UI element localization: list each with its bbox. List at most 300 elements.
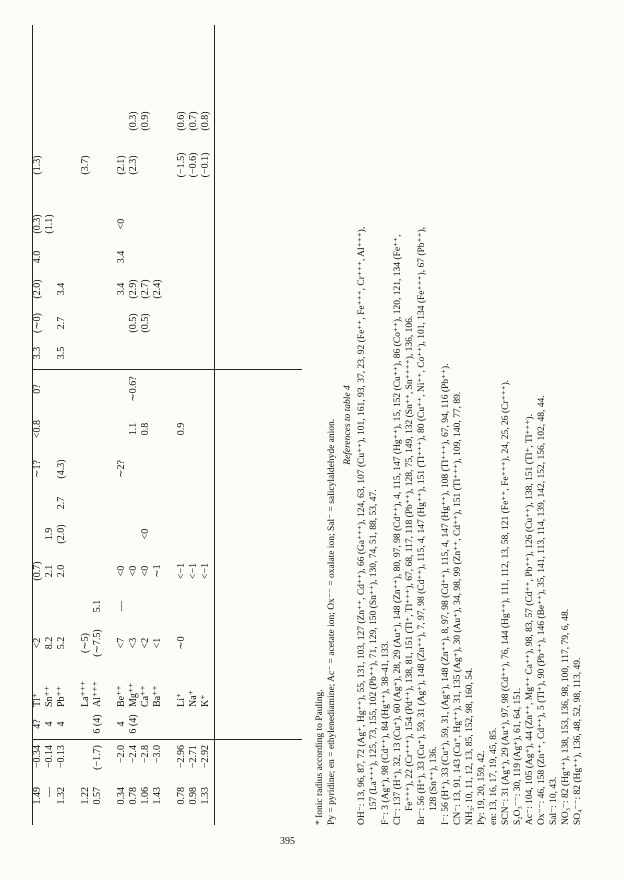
table-cell xyxy=(176,709,188,739)
table-cell xyxy=(188,451,200,487)
table-cell xyxy=(152,451,164,487)
table-cell: Pb⁺⁺ xyxy=(55,685,67,707)
table-cell: 1.49 xyxy=(31,787,43,805)
reference-line: Ac⁻: 104, 105 (Ag⁺), 44 (Zn⁺⁺, Mg⁺⁺ Ca⁺⁺), 98, 83, 57 (Cd⁺⁺, Pb⁺⁺), 126 (Cu⁺⁺), 138, 151 (Tl⁺, Tl⁺⁺⁺). xyxy=(524,414,535,825)
reference-line: en: 13, 16, 17, 19, 45, 85. xyxy=(488,727,499,825)
table-cell xyxy=(164,787,176,821)
table-cell xyxy=(164,709,176,739)
table-cell xyxy=(116,371,128,407)
table-column xyxy=(32,341,212,365)
table-cell xyxy=(80,519,92,549)
page-number: 395 xyxy=(280,836,295,847)
table-cell: <2 xyxy=(139,637,151,649)
table-cell xyxy=(44,411,56,447)
table-cell xyxy=(152,245,164,269)
table-cell: 1.1 xyxy=(127,422,139,436)
table-cell xyxy=(80,371,92,407)
table-cell: 4.0 xyxy=(31,250,43,264)
table-cell xyxy=(104,553,116,589)
table-cell xyxy=(164,553,176,589)
reference-line: Sal⁻: 10, 43. xyxy=(548,776,559,825)
table-cell: ∼2? xyxy=(115,460,127,478)
table-cell: 3.4 xyxy=(115,282,127,296)
table-cell: ∼1 xyxy=(151,564,163,578)
table-cell xyxy=(128,519,140,549)
table-cell xyxy=(68,787,80,821)
table-cell xyxy=(92,371,104,407)
table-cell xyxy=(80,273,92,305)
table-cell xyxy=(32,101,44,141)
table-cell xyxy=(152,145,164,185)
table-cell xyxy=(188,207,200,241)
table-cell xyxy=(56,145,68,185)
table-column xyxy=(32,553,212,589)
table-cell xyxy=(68,593,80,619)
table-cell: 0.78 xyxy=(175,787,187,805)
rotated-table-block xyxy=(32,25,592,825)
table-cell xyxy=(92,307,104,339)
table-cell xyxy=(68,145,80,185)
table-cell xyxy=(116,101,128,141)
table-column xyxy=(32,667,212,707)
table-cell xyxy=(176,519,188,549)
table-cell: <3 xyxy=(127,637,139,649)
table-column xyxy=(32,101,212,141)
table-cell: (2.9) xyxy=(127,279,139,299)
table-cell: Tl⁺ xyxy=(31,692,43,707)
table-cell: (0.7) xyxy=(187,111,199,131)
table-cell xyxy=(152,341,164,365)
table-cell xyxy=(92,145,104,185)
table-column xyxy=(32,491,212,515)
table-cell: (2.7) xyxy=(139,279,151,299)
table-cell: 0.34 xyxy=(115,787,127,805)
table-cell: (0.6) xyxy=(175,111,187,131)
table-cell: 8.2 xyxy=(43,636,55,650)
table-cell xyxy=(44,491,56,515)
table-cell: (1.1) xyxy=(43,214,55,234)
table-cell xyxy=(176,371,188,407)
table-cell xyxy=(68,341,80,365)
table-cell: <1 xyxy=(151,637,163,649)
table-cell xyxy=(68,519,80,549)
table-cell xyxy=(164,207,176,241)
table-cell xyxy=(32,593,44,619)
table-cell xyxy=(80,341,92,365)
table-cell xyxy=(92,101,104,141)
table-cell: 6 (4) xyxy=(91,714,103,734)
table-cell: 2.7 xyxy=(55,316,67,330)
table-cell xyxy=(164,101,176,141)
table-cell xyxy=(68,245,80,269)
table-cell: 0.78 xyxy=(127,787,139,805)
table-cell xyxy=(44,593,56,619)
table-cell xyxy=(104,411,116,447)
table-cell xyxy=(68,273,80,305)
table-cell: 1.06 xyxy=(139,787,151,805)
table-cell: (2.4) xyxy=(151,279,163,299)
table-cell xyxy=(104,709,116,739)
table-cell xyxy=(80,709,92,739)
table-cell xyxy=(44,101,56,141)
table-cell xyxy=(176,593,188,619)
table-cell xyxy=(116,519,128,549)
table-cell: (−0.6) xyxy=(187,152,199,178)
table-cell xyxy=(200,519,212,549)
table-cell: (0.7) xyxy=(31,561,43,581)
table-cell: 5.2 xyxy=(55,636,67,650)
table-cell xyxy=(92,341,104,365)
table-cell xyxy=(80,245,92,269)
table-cell: 3.3 xyxy=(31,346,43,360)
table-cell xyxy=(80,307,92,339)
table-cell xyxy=(56,207,68,241)
table-cell xyxy=(164,341,176,365)
reference-line: Fe⁺⁺⁺), 22 (Cr⁺⁺⁺), 154 (Pd⁺⁺), 138, 81, 151 (Tl⁺, Tl⁺⁺⁺), 67, 68, 117, 118 (Pb⁺⁺), 128, 75, 149, 132 (Sn⁺⁺, Sn⁺⁺⁺⁺), 136, 106. xyxy=(404,315,415,811)
table-cell xyxy=(44,245,56,269)
table-cell: Ba⁺⁺ xyxy=(151,685,163,707)
table-cell xyxy=(188,491,200,515)
table-cell: −2.92 xyxy=(199,745,211,769)
table-cell xyxy=(56,411,68,447)
table-cell xyxy=(152,101,164,141)
table-cell: Sn⁺⁺ xyxy=(43,685,55,707)
table-cell: 4 xyxy=(115,721,127,727)
table-cell xyxy=(176,273,188,305)
table-cell xyxy=(164,245,176,269)
abbreviation-legend: Py = pyridine; en = ethylenediamine; Ac⁻ = acetate ion; Ox⁻⁻ = oxalate ion; Sal⁻ = salicylaldehyde anion. xyxy=(326,418,337,825)
table-cell xyxy=(140,245,152,269)
table-cell xyxy=(116,341,128,365)
column-divider xyxy=(32,369,302,370)
table-cell: 0.9 xyxy=(175,422,187,436)
table-cell: 2.1 xyxy=(43,564,55,578)
table-cell xyxy=(176,451,188,487)
table-cell xyxy=(80,745,92,785)
table-cell xyxy=(104,341,116,365)
table-cell xyxy=(140,593,152,619)
table-column xyxy=(32,207,212,241)
table-cell xyxy=(176,245,188,269)
table-cell xyxy=(164,371,176,407)
table-cell: 2.0 xyxy=(55,564,67,578)
table-cell: <0 xyxy=(127,565,139,577)
table-cell xyxy=(68,411,80,447)
table-cell xyxy=(188,341,200,365)
reference-line: 157 (La⁺⁺⁺), 125, 73, 155, 102 (Pb⁺⁺), 71, 129, 150 (Sn⁺⁺), 130, 74, 51, 88, 53, 47. xyxy=(368,489,379,811)
table-cell xyxy=(140,709,152,739)
table-cell xyxy=(140,371,152,407)
table-cell xyxy=(140,451,152,487)
table-cell xyxy=(92,519,104,549)
footnote-ionic-radius: * Ionic radius according to Pauling. xyxy=(314,689,325,825)
table-cell xyxy=(164,593,176,619)
table-cell xyxy=(68,667,80,707)
table-cell xyxy=(104,593,116,619)
table-cell xyxy=(56,101,68,141)
table-cell xyxy=(152,519,164,549)
table-cell xyxy=(68,207,80,241)
table-cell xyxy=(104,667,116,707)
table-cell xyxy=(188,519,200,549)
table-cell: 1.22 xyxy=(79,787,91,805)
table-cell xyxy=(200,411,212,447)
table-cell xyxy=(200,207,212,241)
table-cell: −2.0 xyxy=(115,745,127,764)
table-cell xyxy=(44,307,56,339)
table-cell xyxy=(200,307,212,339)
table-cell xyxy=(92,491,104,515)
table-cell xyxy=(32,491,44,515)
table-cell xyxy=(140,491,152,515)
table-cell: −0.14 xyxy=(43,745,55,769)
table-cell: (−0.1) xyxy=(199,152,211,178)
table-cell xyxy=(164,667,176,707)
table-cell xyxy=(164,451,176,487)
table-column xyxy=(32,145,212,185)
table-cell: 1.43 xyxy=(151,787,163,805)
table-cell xyxy=(68,451,80,487)
table-cell: Be⁺⁺ xyxy=(115,685,127,707)
table-cell: <0 xyxy=(139,565,151,577)
table-cell xyxy=(188,273,200,305)
table-cell xyxy=(188,411,200,447)
reference-line: Cl⁻: 137 (H⁺), 32, 13 (Cu⁺), 60 (Ag⁺), 28, 29 (Au⁺), 148 (Zn⁺⁺), 80, 97, 98 (Cd⁺⁺), 4, 115, 147 (Hg⁺⁺), 15, 152 (Cu⁺⁺), 86 (Co⁺⁺), 120, 121, 134 (Fe⁺⁺, xyxy=(392,234,403,825)
table-cell xyxy=(188,593,200,619)
table-cell: 1.9 xyxy=(43,527,55,541)
table-cell xyxy=(200,341,212,365)
table-cell: <0 xyxy=(115,565,127,577)
table-cell: <−1 xyxy=(187,562,199,580)
table-cell xyxy=(68,491,80,515)
table-cell xyxy=(140,341,152,365)
table-cell: −2.96 xyxy=(175,745,187,769)
table-cell: (2.0) xyxy=(55,524,67,544)
table-cell xyxy=(104,207,116,241)
table-cell: 4 xyxy=(55,721,67,727)
table-cell xyxy=(152,491,164,515)
table-cell xyxy=(152,709,164,739)
table-cell: (0.3) xyxy=(127,111,139,131)
table-cell xyxy=(128,245,140,269)
table-cell: Al⁺⁺⁺ xyxy=(91,681,103,707)
table-cell: (−1.5) xyxy=(175,152,187,178)
table-column xyxy=(32,709,212,739)
reference-line: CN⁻: 13, 91, 143 (Cu⁺, Hg⁺⁺), 31, 135 (Ag⁺), 30 (Au⁺), 34, 98, 99 (Zn⁺⁺, Cd⁺⁺), 151 (Tl⁺⁺⁺), 109, 140, 77, 89. xyxy=(452,391,463,825)
table-cell xyxy=(128,207,140,241)
reference-line: 128 (Sn⁺⁺), 136. xyxy=(428,746,439,811)
reference-line: NH₃: 10, 11, 12, 13, 85, 152, 98, 160, 54. xyxy=(464,667,475,825)
table-cell xyxy=(104,623,116,663)
table-cell: 1.32 xyxy=(55,787,67,805)
table-cell xyxy=(128,491,140,515)
table-cell xyxy=(152,411,164,447)
table-cell xyxy=(104,745,116,785)
table-column xyxy=(32,245,212,269)
references-list xyxy=(356,25,584,825)
table-cell xyxy=(80,411,92,447)
table-cell: 1.33 xyxy=(199,787,211,805)
reference-line: NO₃⁻: 82 (Hg⁺⁺), 138, 153, 136, 98, 100, 117, 79, 6, 48. xyxy=(560,608,571,825)
table-column xyxy=(32,411,212,447)
table-cell: — xyxy=(43,787,55,797)
table-cell xyxy=(164,519,176,549)
table-cell xyxy=(164,491,176,515)
table-cell xyxy=(152,307,164,339)
table-cell xyxy=(200,245,212,269)
table-cell xyxy=(200,273,212,305)
reference-line: OH⁻: 13, 96, 87, 72 (Ag⁺, Hg⁺⁺), 55, 131, 103, 127 (Zn⁺⁺, Cd⁺⁺), 66 (Ga⁺⁺⁺), 124, 63, 107 (Cu⁺⁺), 101, 161, 93, 37, 23, 92 (Fe⁺⁺, Fe⁺⁺⁺, Cr⁺⁺⁺, Al⁺⁺⁺), xyxy=(356,226,367,825)
table-cell xyxy=(104,451,116,487)
table-cell: −3.0 xyxy=(151,745,163,764)
reference-line: SCN⁻: 31 (Ag⁺), 29 (Au⁺), 97, 98 (Cd⁺⁺), 76, 144 (Hg⁺⁺), 111, 112, 13, 58, 121 (Fe⁺⁺, Fe⁺⁺⁺), 24, 25, 26 (Cr⁺⁺⁺). xyxy=(500,379,511,825)
table-cell xyxy=(116,411,128,447)
table-cell xyxy=(176,207,188,241)
references-heading: References to table 4 xyxy=(342,385,353,465)
table-cell xyxy=(104,273,116,305)
table-column xyxy=(32,623,212,663)
table-cell: −0.34 xyxy=(31,745,43,769)
table-cell: <−1 xyxy=(199,562,211,580)
table-cell: 2.7 xyxy=(55,496,67,510)
table-cell: <0 xyxy=(139,528,151,540)
table-cell xyxy=(104,787,116,821)
table-cell: <−1 xyxy=(175,562,187,580)
table-column xyxy=(32,593,212,619)
table-cell xyxy=(104,371,116,407)
table-column xyxy=(32,519,212,549)
table-cell xyxy=(68,623,80,663)
table-cell: La⁺⁺⁺ xyxy=(79,680,91,707)
table-cell xyxy=(68,709,80,739)
table-cell: 0.98 xyxy=(187,787,199,805)
table-cell xyxy=(56,593,68,619)
table-cell xyxy=(92,451,104,487)
table-cell: K⁺ xyxy=(199,694,211,707)
table-cell: <0 xyxy=(115,218,127,230)
table-cell xyxy=(164,145,176,185)
table-cell xyxy=(80,593,92,619)
table-cell xyxy=(152,207,164,241)
table-cell: 3.4 xyxy=(115,250,127,264)
table-cell xyxy=(164,623,176,663)
table-cell xyxy=(68,307,80,339)
table-cell xyxy=(200,709,212,739)
table-cell: <0.8 xyxy=(31,419,43,439)
table-cell xyxy=(80,451,92,487)
table-cell xyxy=(200,451,212,487)
table-cell: 3.5 xyxy=(55,346,67,360)
table-cell xyxy=(128,341,140,365)
table-cell xyxy=(56,371,68,407)
table-cell xyxy=(92,411,104,447)
table-cell: (4.3) xyxy=(55,459,67,479)
table-cell: (2.1) xyxy=(115,155,127,175)
table-cell xyxy=(188,623,200,663)
reference-line: Ox⁻⁻: 46, 158 (Zn⁺⁺, Cd⁺⁺), 5 (Tl⁺), 90 (Pb⁺⁺), 146 (Be⁺⁺), 35, 141, 113, 114, 139, 142, 152, 156, 102, 48, 44. xyxy=(536,395,547,825)
table-cell: — xyxy=(115,601,127,611)
table-cell xyxy=(68,745,80,785)
table-cell xyxy=(44,371,56,407)
table-cell: −2.71 xyxy=(187,745,199,769)
table-column xyxy=(32,307,212,339)
table-column xyxy=(32,371,212,407)
table-cell xyxy=(188,307,200,339)
table-column xyxy=(32,745,212,785)
table-cell: (0.9) xyxy=(139,111,151,131)
reference-line: F⁻: 3 (Ag⁺), 98 (Cd⁺⁺), 84 (Hg⁺⁺), 38–41, 133. xyxy=(380,641,391,825)
table-cell xyxy=(140,145,152,185)
table-column xyxy=(32,451,212,487)
table-cell xyxy=(44,341,56,365)
table-cell xyxy=(188,245,200,269)
table-cell xyxy=(80,491,92,515)
table-cell xyxy=(164,307,176,339)
table-cell: (∼5) xyxy=(79,632,91,654)
table-cell xyxy=(104,245,116,269)
table-cell xyxy=(164,273,176,305)
table-cell xyxy=(188,371,200,407)
table-cell: (2.3) xyxy=(127,155,139,175)
table-cell xyxy=(116,307,128,339)
table-cell: (1.3) xyxy=(31,155,43,175)
stability-constants-table xyxy=(32,25,302,825)
table-cell xyxy=(104,307,116,339)
reference-line: Py: 19, 20, 159, 42. xyxy=(476,750,487,825)
table-cell xyxy=(92,245,104,269)
table-cell: (0.8) xyxy=(199,111,211,131)
table-cell: 0? xyxy=(31,384,43,394)
table-cell xyxy=(44,145,56,185)
table-cell: (0.5) xyxy=(139,313,151,333)
table-cell xyxy=(68,553,80,589)
reference-line: Br⁻: 56 (H⁺), 33 (Cu⁺), 59, 31 (Ag⁺), 148 (Zn⁺⁺), 7, 97, 98 (Cd⁺⁺), 115, 4, 147 (Hg⁺⁺), 151 (Tl⁺⁺⁺), 80 (Cu⁺⁺, Ni⁺⁺, Co⁺⁺), 101, 134 (Fe⁺⁺⁺), 67 (Pb⁺⁺), xyxy=(416,226,427,825)
table-cell xyxy=(188,709,200,739)
table-column xyxy=(32,787,212,821)
table-cell xyxy=(68,371,80,407)
table-cell xyxy=(152,593,164,619)
table-cell xyxy=(44,451,56,487)
table-cell xyxy=(56,245,68,269)
table-cell xyxy=(176,307,188,339)
table-cell xyxy=(164,411,176,447)
table-cell xyxy=(44,273,56,305)
table-cell xyxy=(140,207,152,241)
table-cell xyxy=(200,593,212,619)
table-cell xyxy=(200,623,212,663)
table-cell xyxy=(176,341,188,365)
column-divider xyxy=(32,739,302,740)
table-cell xyxy=(200,371,212,407)
table-cell xyxy=(116,491,128,515)
table-bottom-rule xyxy=(214,25,215,825)
table-cell xyxy=(92,207,104,241)
table-cell: 6 (4) xyxy=(127,714,139,734)
reference-line: I⁻: 56 (H⁺), 33 (Cu⁺), 59, 31, (Ag⁺), 148 (Zn⁺⁺), 8, 97, 98 (Cd⁺⁺), 115, 4, 147 (Hg⁺⁺), 108 (Tl⁺⁺⁺), 67, 94, 116 (Pb⁺⁺). xyxy=(440,363,451,825)
table-cell: (2.0) xyxy=(31,279,43,299)
table-column xyxy=(32,273,212,305)
table-cell xyxy=(92,273,104,305)
table-cell: 3.4 xyxy=(55,282,67,296)
table-cell: <7 xyxy=(115,637,127,649)
table-cell: −2.8 xyxy=(139,745,151,764)
table-cell xyxy=(104,519,116,549)
table-cell xyxy=(200,491,212,515)
table-cell: 5.1 xyxy=(91,599,103,613)
table-cell: Mg⁺⁺ xyxy=(127,682,139,707)
table-cell: (−1.7) xyxy=(91,745,103,770)
table-cell: (3.7) xyxy=(79,155,91,175)
